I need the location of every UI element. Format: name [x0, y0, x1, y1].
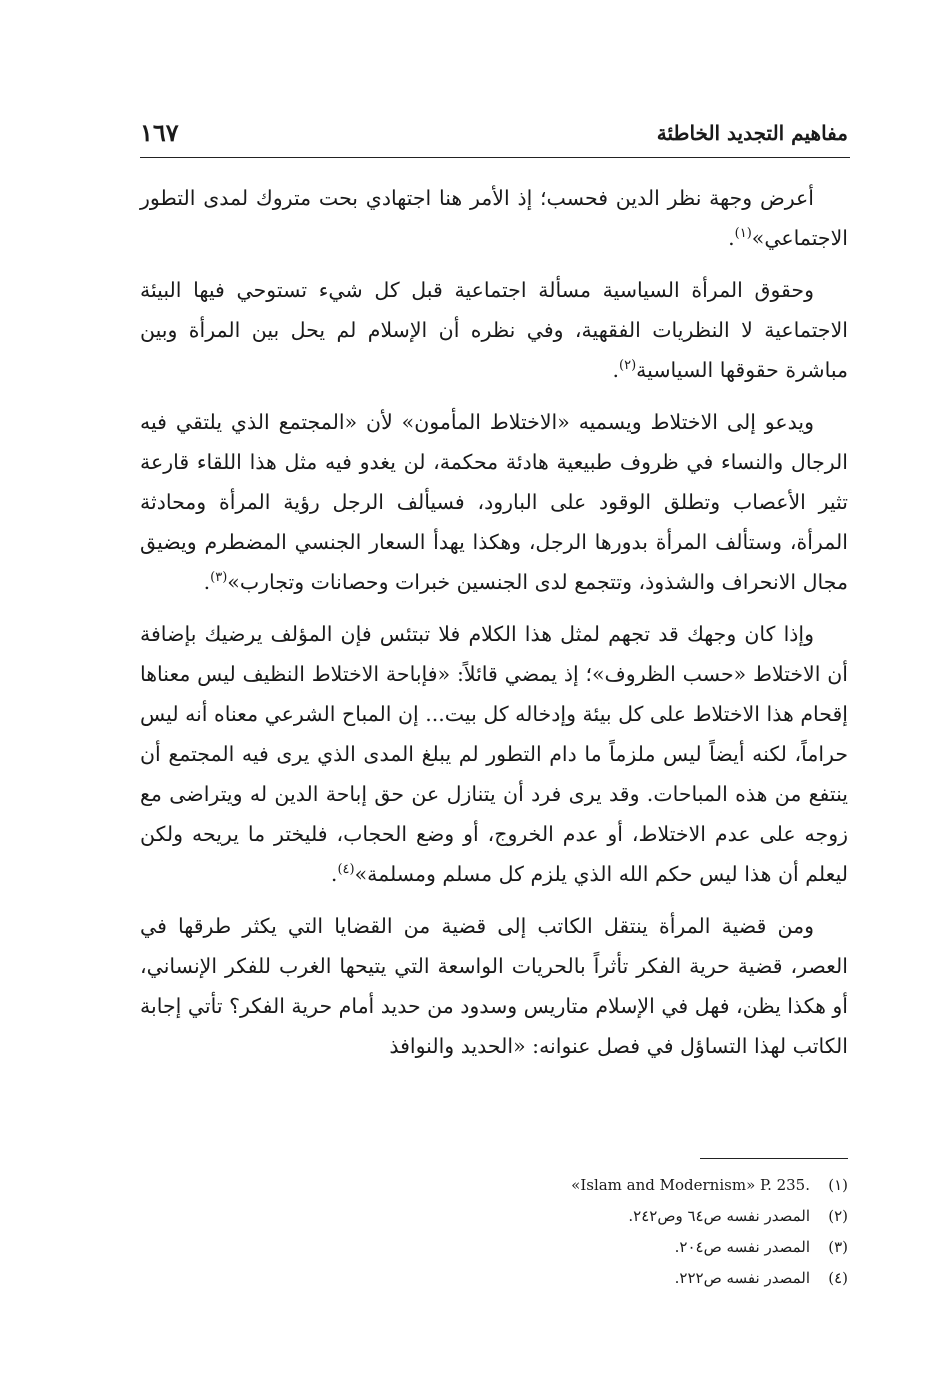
- footnote: [540, 1201, 848, 1232]
- paragraph-end: .: [203, 570, 211, 594]
- paragraph-text: ويدعو إلى الاختلاط ويسميه «الاختلاط المأمون» لأن «المجتمع الذي يلتقي فيه الرجال والنساء في ظروف طبيعية هادئة محكمة، لن يغدو فيه مثل هذا اللقاء قارعة تثير الأعصاب وتطلق الوقود على البارود، فسيألف الرجل رؤية المرأة ومحادثة المرأة، وستألف المرأة بدورها الرجل، وهكذا يهدأ السعار الجنسي المضطرم ويضيق مجال الانحراف والشذوذ، وتتجمع لدى الجنسين خبرات وحصانات وتجارب»: [140, 410, 848, 594]
- footnote-number: (٢): [828, 1207, 848, 1225]
- footnote-number: (١): [828, 1176, 848, 1194]
- page-header: [140, 118, 848, 154]
- paragraph-end: .: [330, 862, 338, 886]
- footnote: [540, 1170, 848, 1201]
- footnote-text: المصدر نفسه ص٦٤ وص٢٤٢.: [628, 1207, 810, 1225]
- footnote-number: (٤): [828, 1269, 848, 1287]
- footnote-ref: (٣): [210, 570, 228, 586]
- footnote-ref: (٢): [619, 358, 637, 374]
- footnotes: [540, 1170, 848, 1294]
- footnote-text: «Islam and Modernism» P. 235.: [571, 1176, 810, 1194]
- paragraph: [140, 402, 848, 602]
- paragraph: [140, 178, 848, 258]
- paragraph: [140, 906, 848, 1066]
- paragraph-text: أعرض وجهة نظر الدين فحسب؛ إذ الأمر هنا اجتهادي بحت متروك لمدى التطور الاجتماعي»: [140, 186, 848, 250]
- page-number: ١٦٧: [140, 118, 179, 147]
- body-text: [140, 178, 848, 1078]
- paragraph: [140, 270, 848, 390]
- footnote-number: (٣): [828, 1238, 848, 1256]
- footnote-rule: [700, 1158, 848, 1159]
- header-rule: [140, 157, 850, 158]
- footnote-ref: (٤): [337, 862, 355, 878]
- paragraph-text: وحقوق المرأة السياسية مسألة اجتماعية قبل كل شيء تستوحي فيها البيئة الاجتماعية لا النظريات الفقهية، وفي نظره أن الإسلام لم يحل بين المرأة وبين مباشرة حقوقها السياسية: [140, 278, 848, 382]
- paragraph-text: ومن قضية المرأة ينتقل الكاتب إلى قضية من القضايا التي يكثر طرقها في العصر، قضية حرية الفكر تأثراً بالحريات الواسعة التي يتيحها الغرب للفكر الإنساني، أو هكذا يظن، فهل في الإسلام متاريس وسدود من حديد أمام حرية الفكر؟ تأتي إجابة الكاتب لهذا التساؤل في فصل عنوانه: «الحديد والنوافذ: [140, 914, 848, 1058]
- paragraph: [140, 614, 848, 894]
- paragraph-end: .: [612, 358, 620, 382]
- footnote-ref: (١): [734, 226, 752, 242]
- footnote: [540, 1232, 848, 1263]
- footnote: [540, 1263, 848, 1294]
- footnote-text: المصدر نفسه ص٢٠٤.: [674, 1238, 810, 1256]
- running-title: مفاهيم التجديد الخاطئة: [656, 121, 848, 145]
- paragraph-text: وإذا كان وجهك قد تجهم لمثل هذا الكلام فلا تبتئس فإن المؤلف يرضيك بإضافة أن الاختلاط «حسب الظروف»؛ إذ يمضي قائلاً: «فإباحة الاختلاط النظيف ليس معناها إقحام هذا الاختلاط على كل بيئة وإدخاله كل بيت... إن المباح الشرعي معناه أنه ليس حراماً، لكنه أيضاً ليس ملزماً ما دام التطور لم يبلغ المدى الذي يرى فيه المجتمع أن ينتفع من هذه المباحات. وقد يرى فرد أن يتنازل عن حق إباحة الدين له ويتراضى مع زوجه على عدم الاختلاط، أو عدم الخروج، أو وضع الحجاب، فليختر ما يريحه ولكن ليعلم أن هذا ليس حكم الله الذي يلزم كل مسلم ومسلمة»: [140, 622, 848, 886]
- footnote-text: المصدر نفسه ص٢٢٢.: [674, 1269, 810, 1287]
- paragraph-end: .: [728, 226, 735, 250]
